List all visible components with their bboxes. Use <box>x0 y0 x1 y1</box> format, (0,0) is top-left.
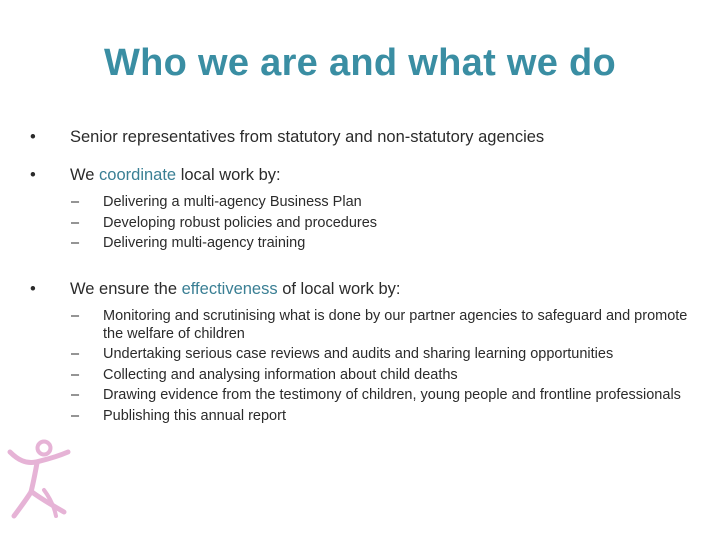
dash-marker: – <box>71 194 80 210</box>
dash-marker: – <box>71 214 80 231</box>
sub-item-text: Developing robust policies and procedures <box>103 214 378 231</box>
dash-marker: – <box>71 407 80 424</box>
sub-item-text: Delivering a multi-agency Business Plan <box>103 194 362 210</box>
dash-marker: – <box>71 235 80 251</box>
sub-item-text: Monitoring and scrutinising what is done by our partner agencies to safeguard and promote the welfare of children <box>103 307 688 342</box>
sub-item-text: Undertaking serious case reviews and audits and sharing learning opportunities <box>103 346 614 362</box>
bullet-1-text: Senior representatives from statutory and non-statutory agencies <box>70 128 545 146</box>
dash-marker: – <box>71 387 80 403</box>
sub-item-text: Drawing evidence from the testimony of children, young people and frontline professionals <box>103 387 681 403</box>
sub-item <box>71 386 700 404</box>
dash-marker: – <box>71 346 80 362</box>
sub-item-text: Delivering multi-agency training <box>103 235 306 251</box>
slide-title: Who we are and what we do <box>103 42 617 84</box>
bullet-2-post: local work by: <box>176 166 281 184</box>
bullet-3-sublist <box>30 307 700 425</box>
bullet-1 <box>30 126 700 148</box>
bullet-marker: • <box>30 279 36 298</box>
figure-logo-icon <box>4 438 76 520</box>
bullet-3-accent: effectiveness <box>181 279 278 298</box>
bullet-marker: • <box>30 166 36 184</box>
bullet-3-post: of local work by: <box>277 279 401 298</box>
dash-marker: – <box>71 366 80 383</box>
bullet-2 <box>30 164 700 186</box>
slide-body <box>30 126 700 427</box>
sub-item-text: Publishing this annual report <box>103 407 286 424</box>
bullet-3 <box>30 278 700 300</box>
bullet-marker: • <box>30 128 36 146</box>
sub-item <box>71 234 700 252</box>
bullet-2-sublist <box>30 193 700 252</box>
sub-item <box>71 214 700 232</box>
sub-item <box>71 407 700 425</box>
sub-item <box>71 193 700 211</box>
sub-item <box>71 345 700 363</box>
bullet-2-accent: coordinate <box>99 166 177 184</box>
dash-marker: – <box>71 307 80 324</box>
sub-item <box>71 366 700 384</box>
bullet-2-pre: We <box>70 166 100 184</box>
sub-item <box>71 307 700 343</box>
sub-item-text: Collecting and analysing information about child deaths <box>103 366 458 383</box>
bullet-3-pre: We ensure the <box>70 279 182 298</box>
